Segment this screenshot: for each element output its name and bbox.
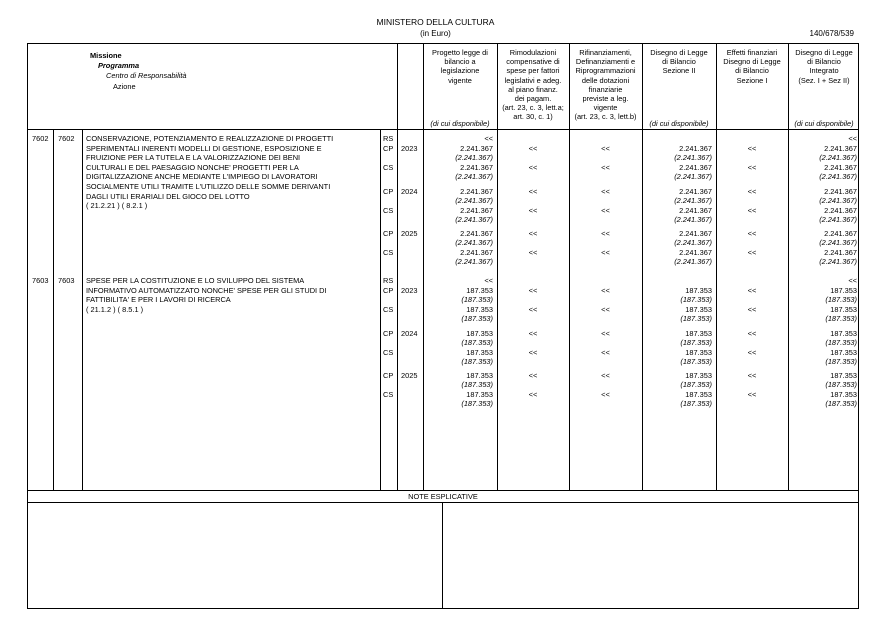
v-rule — [380, 129, 381, 490]
column-header-line: delle dotazioni — [581, 75, 630, 85]
column-header-line: previste a leg. — [582, 94, 629, 103]
cell-amount: 187.353 — [685, 328, 712, 338]
column-header-line: Effetti finanziari — [726, 48, 778, 57]
v-rule — [53, 129, 54, 490]
v-rule — [788, 43, 789, 490]
column-header-line: vigente — [448, 75, 472, 85]
column-header-line: di Bilancio — [807, 57, 841, 67]
cell-marker: << — [747, 328, 757, 338]
row-label-cp: CP — [383, 229, 394, 238]
cell-marker: << — [747, 248, 757, 257]
notes-title: NOTE ESPLICATIVE — [408, 492, 478, 501]
row-label-cs: CS — [383, 347, 394, 357]
cell-amount: 2.241.367 — [679, 144, 712, 153]
chapter-description-line: ( 21.1.2 ) ( 8.5.1 ) — [86, 304, 144, 314]
cell-amount: 187.353 — [466, 347, 493, 357]
cell-disponibile: (187.353) — [825, 380, 857, 389]
row-label-cs: CS — [383, 163, 394, 172]
column-header-line: Disegno di Legge — [723, 57, 781, 67]
cell-marker: << — [528, 248, 538, 257]
cell-marker: << — [601, 229, 610, 238]
cell-disponibile: (187.353) — [825, 356, 857, 366]
chapter-description-line: CULTURALI E DEL PAESAGGIO NONCHE' PROGETTI PER LA — [86, 162, 299, 172]
cell-marker: << — [528, 144, 538, 153]
cell-disponibile: (187.353) — [825, 399, 857, 408]
cell-disponibile: (2.241.367) — [455, 238, 493, 247]
year-label: 2025 — [401, 229, 418, 238]
cell-amount: 2.241.367 — [824, 229, 857, 238]
cell-marker: << — [601, 305, 610, 314]
cell-amount: 187.353 — [830, 328, 857, 338]
column-header-line: bilancio a — [444, 57, 476, 67]
notes-left-box — [27, 502, 442, 609]
cell-amount: << — [484, 276, 493, 285]
cell-disponibile: (2.241.367) — [455, 195, 493, 205]
cell-disponibile: (2.241.367) — [455, 214, 493, 224]
cell-disponibile: (187.353) — [680, 380, 712, 389]
v-rule — [642, 43, 643, 490]
cell-disponibile: (2.241.367) — [674, 257, 712, 266]
chapter-description-line: DIGITALIZZAZIONE ANCHE MEDIANTE L'IMPIEGO DI LAVORATORI — [86, 172, 318, 182]
header-azione: Azione — [113, 82, 136, 91]
column-header-line: di Bilancio — [735, 66, 769, 76]
cell-amount: 187.353 — [685, 371, 712, 380]
cell-amount: 187.353 — [466, 305, 493, 314]
chapter-description-line: ( 21.2.21 ) ( 8.2.1 ) — [86, 201, 148, 211]
v-rule — [423, 43, 424, 490]
chapter-description-line: SPESE PER LA COSTITUZIONE E LO SVILUPPO DEL SISTEMA — [86, 276, 305, 285]
cell-marker: << — [747, 286, 757, 295]
cell-marker: << — [528, 371, 538, 380]
cell-disponibile: (187.353) — [825, 337, 857, 347]
column-header-line: (art. 23, c. 3, lett.a; — [502, 103, 564, 113]
cell-marker: << — [747, 390, 757, 399]
cell-marker: << — [528, 205, 538, 215]
column-header-line: Disegno di Legge — [650, 48, 708, 57]
year-label: 2023 — [401, 286, 418, 295]
cell-disponibile: (2.241.367) — [455, 153, 493, 162]
chapter-description-line: FRUIZIONE PER LA TUTELA E LA VALORIZZAZIONE DEI BENI — [86, 153, 301, 163]
row-label-rs: RS — [383, 134, 394, 143]
cell-marker: << — [747, 163, 757, 172]
chapter-description-line: INFORMATIVO AUTOMATIZZATO NONCHE' SPESE PER GLI STUDI DI — [86, 285, 327, 295]
cell-amount: 187.353 — [685, 347, 712, 357]
row-label-cp: CP — [383, 371, 394, 380]
chapter-description-line: SPERIMENTALI INERENTI MODELLI DI GESTIONE, ESPOSIZIONE E — [86, 143, 322, 153]
column-header-line: Rimodulazioni — [509, 48, 557, 57]
year-label: 2024 — [401, 328, 418, 338]
row-label-cp: CP — [383, 286, 394, 295]
cell-amount: 187.353 — [685, 390, 712, 399]
cell-disponibile: (2.241.367) — [819, 172, 857, 181]
column-footer-disponibile: (di cui disponibile) — [649, 119, 709, 128]
cell-marker: << — [601, 205, 610, 215]
row-label-cs: CS — [383, 248, 394, 257]
cell-amount: 187.353 — [466, 390, 493, 399]
cell-marker: << — [528, 328, 538, 338]
cell-disponibile: (2.241.367) — [819, 153, 857, 162]
cell-amount: 2.241.367 — [460, 205, 493, 215]
cell-marker: << — [747, 186, 757, 196]
column-header-line: legislazione — [440, 66, 480, 76]
cell-amount: 2.241.367 — [679, 205, 712, 215]
year-label: 2025 — [401, 371, 418, 380]
currency-subtitle: (in Euro) — [420, 29, 451, 38]
cell-amount: 2.241.367 — [679, 229, 712, 238]
cell-disponibile: (2.241.367) — [819, 238, 857, 247]
document-code: 140/678/539 — [809, 29, 854, 38]
cell-disponibile: (187.353) — [825, 314, 857, 323]
chapter-description-line: SOCIALMENTE UTILI TRAMITE L'UTILIZZO DELLE SOMME DERIVANTI — [86, 182, 331, 191]
cell-amount: 2.241.367 — [460, 229, 493, 238]
row-label-cs: CS — [383, 390, 394, 399]
cell-amount: 2.241.367 — [679, 163, 712, 172]
cell-disponibile: (187.353) — [461, 380, 493, 389]
chapter-description-line: DAGLI UTILI ERARIALI DEL GIOCO DEL LOTTO — [86, 191, 250, 201]
cell-amount: 187.353 — [830, 347, 857, 357]
v-rule — [82, 129, 83, 490]
cell-marker: << — [528, 163, 538, 172]
cell-amount: 2.241.367 — [460, 186, 493, 196]
column-header-line: vigente — [593, 103, 618, 113]
cell-amount: 2.241.367 — [460, 144, 493, 153]
column-header-line: art. 30, c. 1) — [513, 112, 553, 122]
cell-amount: 2.241.367 — [824, 248, 857, 257]
column-header-line: (Sez. I + Sez II) — [798, 75, 850, 85]
column-header-line: (art. 23, c. 3, lett.b) — [574, 112, 637, 122]
cell-disponibile: (2.241.367) — [819, 195, 857, 205]
header-centro: Centro di Responsabilità — [106, 71, 187, 80]
cell-marker: << — [601, 144, 610, 153]
cell-marker: << — [601, 390, 610, 399]
cell-amount: 187.353 — [685, 305, 712, 314]
cell-disponibile: (187.353) — [680, 399, 712, 408]
cell-marker: << — [528, 229, 538, 238]
cell-amount: 187.353 — [830, 371, 857, 380]
cell-amount: 187.353 — [830, 286, 857, 295]
column-header-line: al piano finanz. — [508, 84, 558, 94]
h-rule — [27, 490, 859, 491]
cell-marker: << — [528, 186, 538, 196]
cell-amount: 187.353 — [685, 286, 712, 295]
cell-disponibile: (187.353) — [461, 337, 493, 347]
chapter-code: 7603 — [32, 276, 49, 285]
column-header-line: Integrato — [809, 66, 839, 76]
cell-disponibile: (2.241.367) — [819, 257, 857, 266]
cell-amount: 2.241.367 — [824, 186, 857, 196]
cell-marker: << — [601, 248, 610, 257]
cell-amount: 2.241.367 — [679, 248, 712, 257]
column-header-line: Disegno di Legge — [795, 48, 853, 57]
cell-marker: << — [601, 186, 610, 196]
cell-marker: << — [747, 305, 757, 314]
column-header-line: di Bilancio — [662, 57, 696, 67]
column-header-line: spese per fattori — [506, 66, 560, 76]
cell-amount: 2.241.367 — [460, 163, 493, 172]
cell-amount: 187.353 — [830, 305, 857, 314]
chapter-description-line: FATTIBILITA' E PER I LAVORI DI RICERCA — [86, 295, 231, 305]
cell-disponibile: (2.241.367) — [674, 153, 712, 162]
cell-disponibile: (2.241.367) — [455, 257, 493, 266]
chapter-code-secondary: 7602 — [58, 134, 75, 143]
column-footer-disponibile: (di cui disponibile) — [430, 119, 490, 128]
column-header-line: Progetto legge di — [432, 48, 488, 57]
cell-marker: << — [747, 371, 757, 380]
cell-disponibile: (2.241.367) — [674, 172, 712, 181]
cell-marker: << — [601, 371, 610, 380]
cell-marker: << — [601, 347, 610, 357]
row-label-cp: CP — [383, 186, 394, 196]
row-label-cp: CP — [383, 328, 394, 338]
cell-amount: << — [848, 276, 857, 285]
cell-disponibile: (2.241.367) — [819, 214, 857, 224]
v-rule — [397, 43, 398, 490]
row-label-rs: RS — [383, 276, 394, 285]
cell-amount: 2.241.367 — [824, 144, 857, 153]
cell-marker: << — [747, 144, 757, 153]
chapter-code-secondary: 7603 — [58, 276, 75, 285]
cell-marker: << — [528, 390, 538, 399]
cell-disponibile: (2.241.367) — [674, 195, 712, 205]
cell-amount: 187.353 — [466, 328, 493, 338]
ministry-title: MINISTERO DELLA CULTURA — [376, 17, 495, 27]
column-footer-disponibile: (di cui disponibile) — [794, 119, 854, 128]
cell-marker: << — [747, 205, 757, 215]
column-header-line: Riprogrammazioni — [575, 66, 636, 76]
cell-marker: << — [528, 286, 538, 295]
cell-marker: << — [528, 347, 538, 357]
cell-disponibile: (187.353) — [680, 356, 712, 366]
row-label-cp: CP — [383, 144, 394, 153]
cell-marker: << — [601, 328, 610, 338]
cell-disponibile: (187.353) — [461, 295, 493, 304]
cell-disponibile: (2.241.367) — [674, 214, 712, 224]
cell-amount: 2.241.367 — [824, 163, 857, 172]
year-label: 2023 — [401, 144, 418, 153]
year-label: 2024 — [401, 186, 418, 196]
cell-disponibile: (187.353) — [461, 399, 493, 408]
row-label-cs: CS — [383, 205, 394, 215]
cell-disponibile: (2.241.367) — [674, 238, 712, 247]
column-header-line: legislativi e adeg. — [504, 75, 562, 85]
row-label-cs: CS — [383, 305, 394, 314]
cell-disponibile: (187.353) — [461, 314, 493, 323]
cell-disponibile: (187.353) — [825, 295, 857, 304]
cell-marker: << — [601, 286, 610, 295]
column-header-line: Sezione I — [736, 75, 768, 85]
column-header-line: Definanziamenti e — [575, 57, 636, 67]
chapter-code: 7602 — [32, 134, 49, 143]
cell-amount: << — [848, 134, 857, 143]
cell-amount: 187.353 — [830, 390, 857, 399]
cell-amount: 2.241.367 — [679, 186, 712, 196]
cell-disponibile: (187.353) — [680, 314, 712, 323]
cell-amount: << — [484, 134, 493, 143]
column-header-line: dei pagam. — [514, 94, 552, 103]
cell-marker: << — [747, 229, 757, 238]
header-programma: Programma — [98, 61, 140, 70]
cell-amount: 187.353 — [466, 286, 493, 295]
cell-marker: << — [601, 163, 610, 172]
header-missione: Missione — [90, 51, 122, 60]
cell-amount: 187.353 — [466, 371, 493, 380]
cell-disponibile: (2.241.367) — [455, 172, 493, 181]
column-header-line: finanziarie — [588, 84, 623, 94]
column-header-line: compensative di — [506, 57, 560, 67]
cell-marker: << — [747, 347, 757, 357]
chapter-description-line: CONSERVAZIONE, POTENZIAMENTO E REALIZZAZIONE DI PROGETTI — [86, 134, 334, 143]
v-rule — [716, 43, 717, 490]
column-header-line: Sezione II — [662, 66, 696, 76]
cell-disponibile: (187.353) — [680, 295, 712, 304]
column-header-line: Rifinanziamenti, — [579, 48, 632, 57]
cell-disponibile: (187.353) — [461, 356, 493, 366]
notes-right-box — [442, 502, 859, 609]
cell-amount: 2.241.367 — [460, 248, 493, 257]
cell-marker: << — [528, 305, 538, 314]
h-rule — [27, 129, 859, 130]
cell-amount: 2.241.367 — [824, 205, 857, 215]
cell-disponibile: (187.353) — [680, 337, 712, 347]
